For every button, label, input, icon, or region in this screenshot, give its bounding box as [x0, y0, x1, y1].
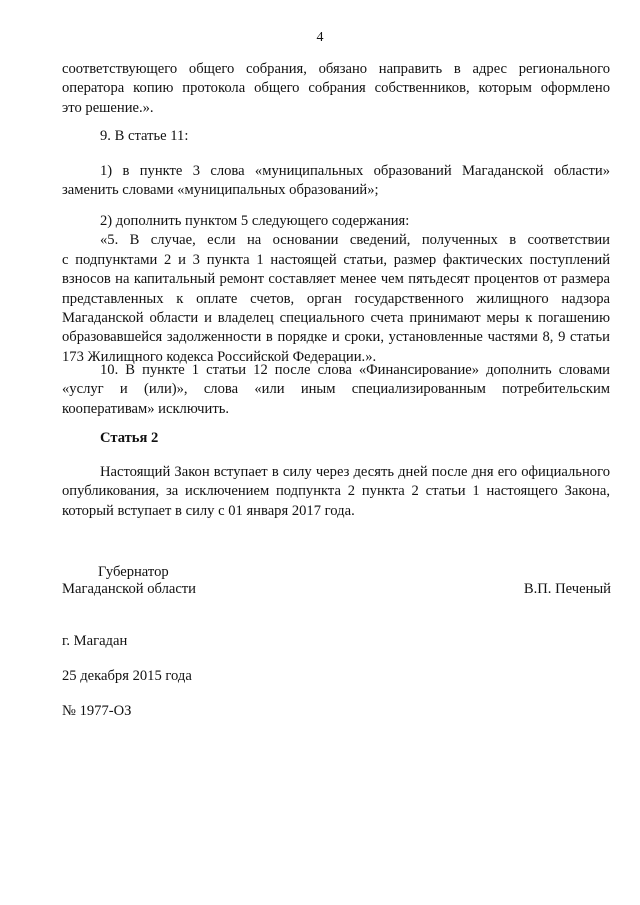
item-9: 9. В статье 11:: [100, 128, 189, 144]
text-line: который вступает в силу с 01 января 2017 года.: [62, 502, 355, 519]
text-line: 1) в пункте 3 слова «муниципальных образований Магаданской области»: [100, 163, 610, 179]
text-line: 2) дополнить пунктом 5 следующего содержания:: [100, 213, 410, 229]
signature-title-line1: Губернатор: [98, 564, 169, 580]
text-line: это решение.».: [62, 99, 154, 116]
text-line: взносов на капитальный ремонт составляет менее чем пятьдесят процентов от размера: [62, 271, 610, 288]
text-line: опубликования, за исключением подпункта 2 пункта 2 статьи 1 настоящего Закона,: [62, 483, 610, 500]
law-number: № 1977-ОЗ: [62, 703, 132, 719]
date: 25 декабря 2015 года: [62, 668, 192, 684]
item-9-sub-2: [62, 212, 610, 367]
item-10: [62, 361, 610, 419]
text-line: 173 Жилищного кодекса Российской Федерации.».: [62, 348, 377, 365]
text-line: Настоящий Закон вступает в силу через десять дней после дня его официального: [100, 464, 610, 480]
signature-name: В.П. Печеный: [523, 581, 611, 597]
text-line: Магаданской области и владелец специального счета принимают меры к погашению: [62, 310, 610, 327]
text-line: кооперативам» исключить.: [62, 400, 230, 417]
signature-title-line2: Магаданской области: [62, 581, 196, 597]
text-line: «услуг и (или)», слова «или иным специализированным потребительским: [62, 381, 610, 398]
article-2-heading: Статья 2: [100, 430, 159, 446]
text-line: соответствующего общего собрания, обязано направить в адрес регионального: [62, 61, 610, 77]
text-line: оператора копию протокола общего собрания собственников, которым оформлено: [62, 80, 610, 97]
text-line: 10. В пункте 1 статьи 12 после слова «Финансирование» дополнить словами: [100, 362, 610, 378]
text-line: с подпунктами 2 и 3 пункта 1 настоящей статьи, размер фактических поступлений: [62, 251, 610, 268]
place: г. Магадан: [62, 633, 128, 649]
text-line: заменить словами «муниципальных образований»;: [62, 182, 379, 199]
page-number: 4: [316, 30, 324, 45]
text-line: образовавшейся задолженности в порядке и сроки, установленные частями 8, 9 статьи: [62, 329, 610, 346]
text-line: «5. В случае, если на основании сведений, полученных в соответствии: [100, 232, 610, 249]
item-9-sub-1: [62, 162, 610, 201]
intro-paragraph: [62, 60, 610, 118]
text-line: представленных к оплате счетов, орган государственного жилищного надзора: [62, 290, 610, 307]
article-2-body: [62, 463, 610, 521]
